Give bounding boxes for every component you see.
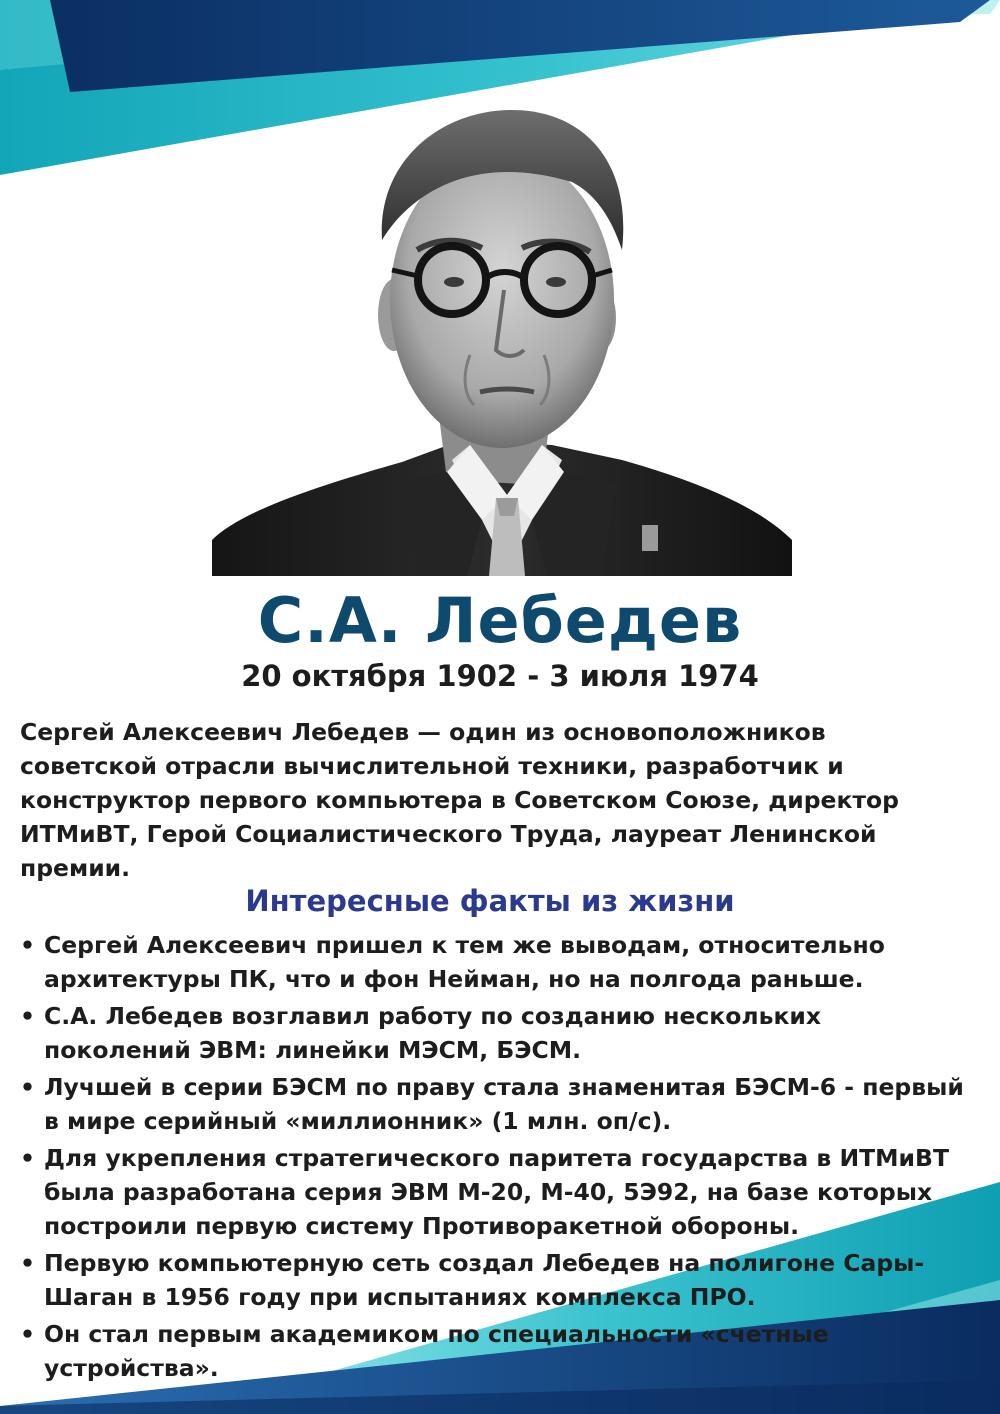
fact-item: • Первую компьютерную сеть создал Лебедев на полигоне Сары-Шаган в 1956 году при испытаниях комплекса ПРО. (18, 1246, 968, 1314)
fact-item: • Сергей Алексеевич пришел к тем же выводам, относительно архитектуры ПК, что и фон Нейман, но на полгода раньше. (18, 928, 968, 996)
facts-list (18, 928, 968, 1388)
intro-paragraph: Сергей Алексеевич Лебедев — один из основоположников советской отрасли вычислительной техники, разработчик и конструктор первого компьютера в Советском Союзе, директор ИТМиВТ, Герой Социалистического Труда, лауреат Ленинской премии. (20, 718, 899, 882)
portrait-photo (212, 100, 792, 576)
life-dates: 20 октября 1902 - 3 июля 1974 (241, 659, 759, 693)
person-name: С.А. Лебедев (257, 584, 743, 657)
fact-item: • Для укрепления стратегического паритета государства в ИТМиВТ была разработана серия ЭВМ М-20, М-40, 5Э92, на базе которых построили первую систему Противоракетной обороны. (18, 1141, 968, 1243)
fact-item: • С.А. Лебедев возглавил работу по созданию нескольких поколений ЭВМ: линейки МЭСМ, БЭСМ. (18, 999, 968, 1067)
facts-heading: Интересные факты из жизни (245, 884, 735, 918)
fact-item: • Он стал первым академиком по специальности «счетные устройства». (18, 1317, 968, 1385)
fact-item: • Лучшей в серии БЭСМ по праву стала знаменитая БЭСМ-6 - первый в мире серийный «миллионник» (1 млн. оп/с). (18, 1070, 968, 1138)
